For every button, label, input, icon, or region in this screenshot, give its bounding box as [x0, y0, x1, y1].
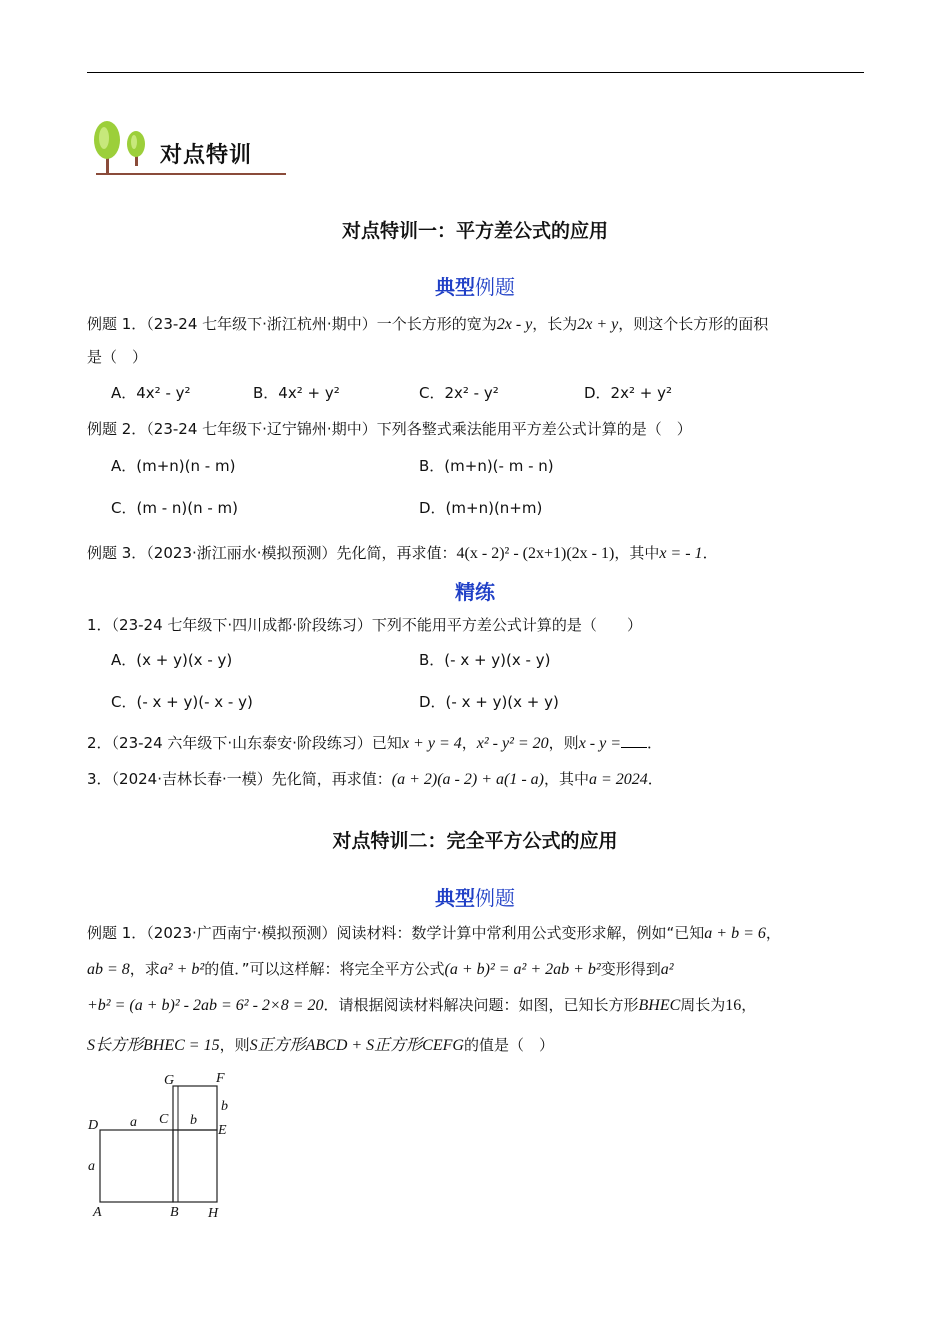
ex2-option-a[interactable]: A．(m+n)(n - m) [111, 457, 236, 475]
s2-ex1-line4: S长方形BHEC = 15，则S正方形ABCD + S正方形CEFG的值是（ ） [87, 1036, 554, 1054]
label-a-left: a [88, 1159, 95, 1174]
ex1-option-d[interactable]: D．2x² + y² [584, 384, 672, 402]
p1-option-b[interactable]: B．(- x + y)(x - y) [419, 651, 551, 669]
label-a: A [93, 1205, 102, 1220]
tree-icon [90, 118, 160, 178]
ex2-option-d[interactable]: D．(m+n)(n+m) [419, 499, 543, 517]
ex1-option-c[interactable]: C．2x² - y² [419, 384, 499, 402]
top-rule [87, 72, 864, 73]
ex1-option-a[interactable]: A．4x² - y² [111, 384, 191, 402]
ex2-question: 例题 2．（23-24 七年级下·辽宁锦州·期中）下列各整式乘法能用平方差公式计算的是（ ） [87, 420, 692, 438]
geometry-figure [80, 1064, 250, 1224]
label-e: E [218, 1123, 227, 1138]
section1-title: 对点特训一：平方差公式的应用 [341, 220, 608, 242]
section2-typical-heading: 典型例题 [435, 886, 515, 910]
s2-ex1-line1: 例题 1．（2023·广西南宁·模拟预测）阅读材料：数学计算中常利用公式变形求解，例如“已知a + b = 6， [87, 924, 781, 942]
section1-typical-heading: 典型例题 [435, 275, 515, 299]
banner-underline [96, 173, 286, 175]
label-a-top: a [130, 1115, 137, 1130]
ex3-question: 例题 3．（2023·浙江丽水·模拟预测）先化简，再求值：4(x - 2)² - (2x+1)(2x - 1)，其中x = - 1． [87, 544, 718, 562]
s2-ex1-line3: +b² = (a + b)² - 2ab = 6² - 2×8 = 20．请根据阅读材料解决问题：如图，已知长方形BHEC周长为16， [87, 996, 757, 1014]
label-b-side: b [221, 1099, 228, 1114]
ex2-option-c[interactable]: C．(m - n)(n - m) [111, 499, 239, 517]
ex1-question: 例题 1．（23-24 七年级下·浙江杭州·期中）一个长方形的宽为2x - y，长为2x + y，则这个长方形的面积 [87, 315, 769, 333]
ex2-option-b[interactable]: B．(m+n)(- m - n) [419, 457, 554, 475]
label-d: D [88, 1118, 99, 1133]
answer-blank[interactable] [621, 733, 647, 748]
p2-question: 2．（23-24 六年级下·山东泰安·阶段练习）已知x + y = 4，x² - y² = 20，则x - y = ． [87, 734, 663, 752]
square-abcd [100, 1130, 173, 1202]
ex1-option-b[interactable]: B．4x² + y² [253, 384, 340, 402]
section2-title: 对点特训二：完全平方公式的应用 [332, 830, 618, 852]
rect-bhec [173, 1130, 217, 1202]
ex1-question-cont: 是（ ） [87, 348, 148, 366]
section-banner [90, 118, 290, 178]
p1-option-d[interactable]: D．(- x + y)(x + y) [419, 693, 559, 711]
label-g: G [164, 1073, 175, 1088]
p1-option-a[interactable]: A．(x + y)(x - y) [111, 651, 233, 669]
banner-title: 对点特训 [160, 143, 253, 168]
p1-option-c[interactable]: C．(- x + y)(- x - y) [111, 693, 253, 711]
label-b: B [170, 1205, 179, 1220]
p1-question: 1．（23-24 七年级下·四川成都·阶段练习）下列不能用平方差公式计算的是（ ） [87, 616, 642, 634]
practice-heading: 精练 [455, 580, 495, 604]
label-h: H [208, 1206, 219, 1221]
p3-question: 3．（2024·吉林长春·一模）先化简，再求值：(a + 2)(a - 2) + a(1 - a)，其中a = 2024． [87, 770, 663, 788]
s2-ex1-line2: ab = 8，求a² + b²的值．”可以这样解：将完全平方公式(a + b)² = a² + 2ab + b²变形得到a² [87, 960, 674, 978]
label-c: C [159, 1112, 169, 1127]
label-b-top: b [190, 1113, 197, 1128]
label-f: F [216, 1071, 225, 1086]
